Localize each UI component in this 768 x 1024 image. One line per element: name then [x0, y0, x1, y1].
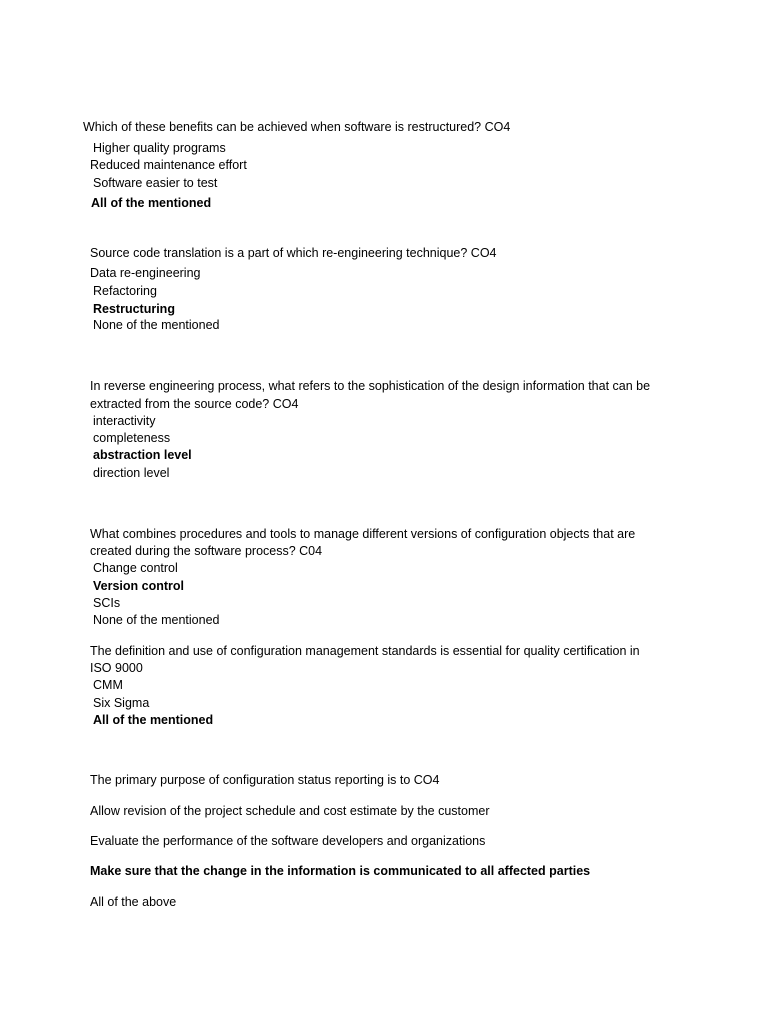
question-2-option-4: None of the mentioned [93, 318, 220, 332]
question-4-option-3: SCIs [93, 596, 121, 610]
question-2-option-3-answer: Restructuring [93, 302, 175, 316]
question-4-option-1: Change control [93, 561, 178, 575]
question-1-text: Which of these benefits can be achieved when software is restructured? CO4 [83, 120, 511, 134]
question-5-option-2: CMM [93, 678, 123, 692]
question-6-option-4: All of the above [90, 895, 177, 909]
question-5-text: The definition and use of configuration management standards is essential for quality certification in [90, 644, 640, 658]
question-1-option-1: Higher quality programs [93, 141, 226, 155]
question-4-option-4: None of the mentioned [93, 613, 220, 627]
question-6-text: The primary purpose of configuration status reporting is to CO4 [90, 773, 440, 787]
question-4-text-line-2: created during the software process? C04 [90, 544, 323, 558]
question-1-option-2: Reduced maintenance effort [90, 158, 247, 172]
question-3-option-3-answer: abstraction level [93, 448, 192, 462]
question-3-option-1: interactivity [93, 414, 156, 428]
question-3-text-line-1: In reverse engineering process, what refers to the sophistication of the design information that can be [90, 379, 651, 393]
question-6-option-1: Allow revision of the project schedule and cost estimate by the customer [90, 804, 490, 818]
question-6-option-3-answer: Make sure that the change in the information is communicated to all affected parties [90, 864, 591, 878]
question-5-option-1: ISO 9000 [90, 661, 143, 675]
question-2-text: Source code translation is a part of which re-engineering technique? CO4 [90, 246, 497, 260]
question-3-option-4: direction level [93, 466, 170, 480]
question-3-option-2: completeness [93, 431, 171, 445]
question-4-option-2-answer: Version control [93, 579, 184, 593]
question-5-option-4-answer: All of the mentioned [93, 713, 214, 727]
question-3-text-line-2: extracted from the source code? CO4 [90, 397, 299, 411]
question-4-text-line-1: What combines procedures and tools to manage different versions of configuration objects that are [90, 527, 636, 541]
question-6-option-2: Evaluate the performance of the software developers and organizations [90, 834, 486, 848]
question-1-option-4-answer: All of the mentioned [91, 196, 212, 210]
question-2-option-1: Data re-engineering [90, 266, 201, 280]
question-5-option-3: Six Sigma [93, 696, 150, 710]
question-1-option-3: Software easier to test [93, 176, 218, 190]
question-2-option-2: Refactoring [93, 284, 157, 298]
